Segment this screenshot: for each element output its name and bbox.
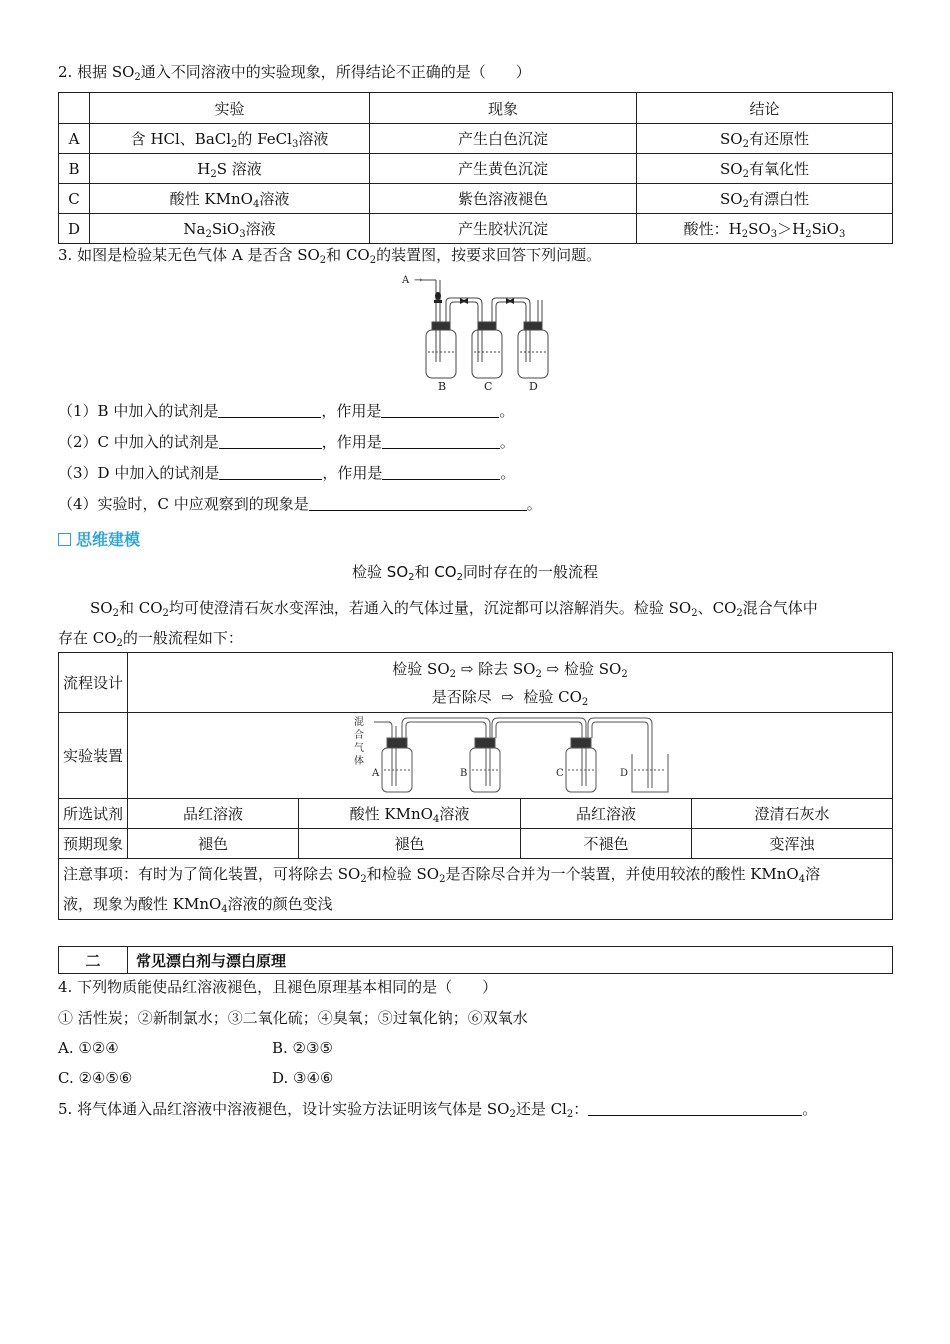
q2-table — [58, 92, 893, 244]
model-apparatus-figure — [352, 714, 692, 798]
section2-banner: 二 常见漂白剂与漂白原理 — [58, 946, 893, 974]
blank-input[interactable] — [309, 495, 527, 511]
svg-text:D: D — [620, 767, 629, 779]
svg-text:C: C — [484, 380, 493, 393]
q3-sub1: （1）B 中加入的试剂是 ，作用是 。 — [58, 402, 515, 420]
blank-input[interactable] — [219, 464, 322, 480]
square-icon — [58, 533, 71, 546]
blank-input[interactable] — [588, 1100, 802, 1116]
blank-input[interactable] — [381, 402, 499, 418]
q3-apparatus-figure — [398, 272, 558, 396]
model-table: 流程设计 检验 $SO_2$ ⇨ 除去 $SO_2$ ⇨ 检验 $SO_2$ 是否除尽 ⇨ 检验 $CO_2$ 实验装置 混 合 气 体 A B C D 所选试剂 品红溶液 酸性 KMnO$_4$溶液 品红溶液 澄清石灰水 预期现象 褪色 褪色 不褪色 变浑浊 注意事项：有时为了简化装置，可将除去 $SO_2$和检验 $SO_2$是否除尽合并为一个装置，并使用较浓的酸性 KMnO$_4$溶 液，现象为酸性 KMnO$_4$溶液的颜色变浅 — [58, 652, 893, 920]
q2-header-exp: 实验 — [90, 93, 370, 124]
svg-text:混: 混 — [354, 716, 364, 728]
table-row: A 含 HCl、BaCl$_2$的 FeCl$_3$溶液 产生白色沉淀 $SO_2$有还原性 — [59, 124, 893, 154]
q3-sub2: （2）C 中加入的试剂是 ，作用是 。 — [58, 433, 515, 451]
svg-text:A: A — [372, 767, 380, 779]
q4-stem: 4. 下列物质能使品红溶液褪色，且褪色原理基本相同的是（ ） — [58, 978, 498, 996]
blank-input[interactable] — [218, 402, 321, 418]
svg-text:体: 体 — [354, 755, 364, 767]
svg-text:→: → — [414, 275, 423, 286]
table-row: B $H_2S$ 溶液 产生黄色沉淀 $SO_2$有氧化性 — [59, 154, 893, 184]
q2-header-phen: 现象 — [370, 93, 637, 124]
svg-text:合: 合 — [354, 729, 364, 741]
q4-option-d[interactable]: D. ③④⑥ — [272, 1069, 334, 1087]
q3-sub4: （4）实验时，C 中应观察到的现象是 。 — [58, 495, 542, 513]
q4-option-a[interactable]: A. ①②④ — [58, 1039, 119, 1057]
q2-stem: 2. 根据 $SO_2$通入不同溶液中的实验现象，所得结论不正确的是（ ） — [58, 63, 531, 83]
svg-text:D: D — [529, 380, 538, 393]
table-row: D $Na_2SiO_3$溶液 产生胶状沉淀 酸性：$H_2SO_3>H_2SiO_3$ — [59, 214, 893, 244]
svg-text:B: B — [460, 767, 468, 779]
q5-stem: 5. 将气体通入品红溶液中溶液褪色，设计实验方法证明该气体是 $SO_2$还是 $Cl_2$： 。 — [58, 1100, 818, 1120]
q4-option-c[interactable]: C. ②④⑤⑥ — [58, 1069, 133, 1087]
svg-text:B: B — [438, 380, 447, 393]
blank-input[interactable] — [382, 464, 500, 480]
model-heading: 检验 $SO_2$和 $CO_2$同时存在的一般流程 — [352, 563, 598, 583]
q3-stem: 3. 如图是检验某无色气体 A 是否含 $SO_2$和 $CO_2$的装置图，按要求回答下列问题。 — [58, 246, 602, 266]
q2-header-conc: 结论 — [637, 93, 893, 124]
flow-design: 检验 $SO_2$ ⇨ 除去 $SO_2$ ⇨ 检验 $SO_2$ 是否除尽 ⇨ 检验 $CO_2$ — [128, 653, 893, 713]
q3-sub3: （3）D 中加入的试剂是 ，作用是 。 — [58, 464, 516, 482]
fig-inlet-label: A — [402, 275, 410, 286]
svg-text:C: C — [556, 767, 564, 779]
q4-items: ① 活性炭；②新制氯水；③二氧化硫；④臭氧；⑤过氧化钠；⑥双氧水 — [58, 1009, 528, 1027]
svg-text:气: 气 — [354, 742, 364, 754]
q4-option-b[interactable]: B. ②③⑤ — [272, 1039, 333, 1057]
model-paragraph: $SO_2$和 $CO_2$均可使澄清石灰水变浑浊，若通入的气体过量，沉淀都可以溶解消失。检验 $SO_2$、$CO_2$混合气体中 存在 $CO_2$的一般流程如下： — [58, 599, 818, 649]
section-title-model: 思维建模 — [58, 530, 140, 550]
blank-input[interactable] — [382, 433, 500, 449]
model-note: 注意事项：有时为了简化装置，可将除去 $SO_2$和检验 $SO_2$是否除尽合并为一个装置，并使用较浓的酸性 KMnO$_4$溶 液，现象为酸性 KMnO$_4$溶液的颜色变浅 — [59, 859, 893, 920]
blank-input[interactable] — [219, 433, 322, 449]
table-row: C 酸性 KMnO$_4$溶液 紫色溶液褪色 $SO_2$有漂白性 — [59, 184, 893, 214]
